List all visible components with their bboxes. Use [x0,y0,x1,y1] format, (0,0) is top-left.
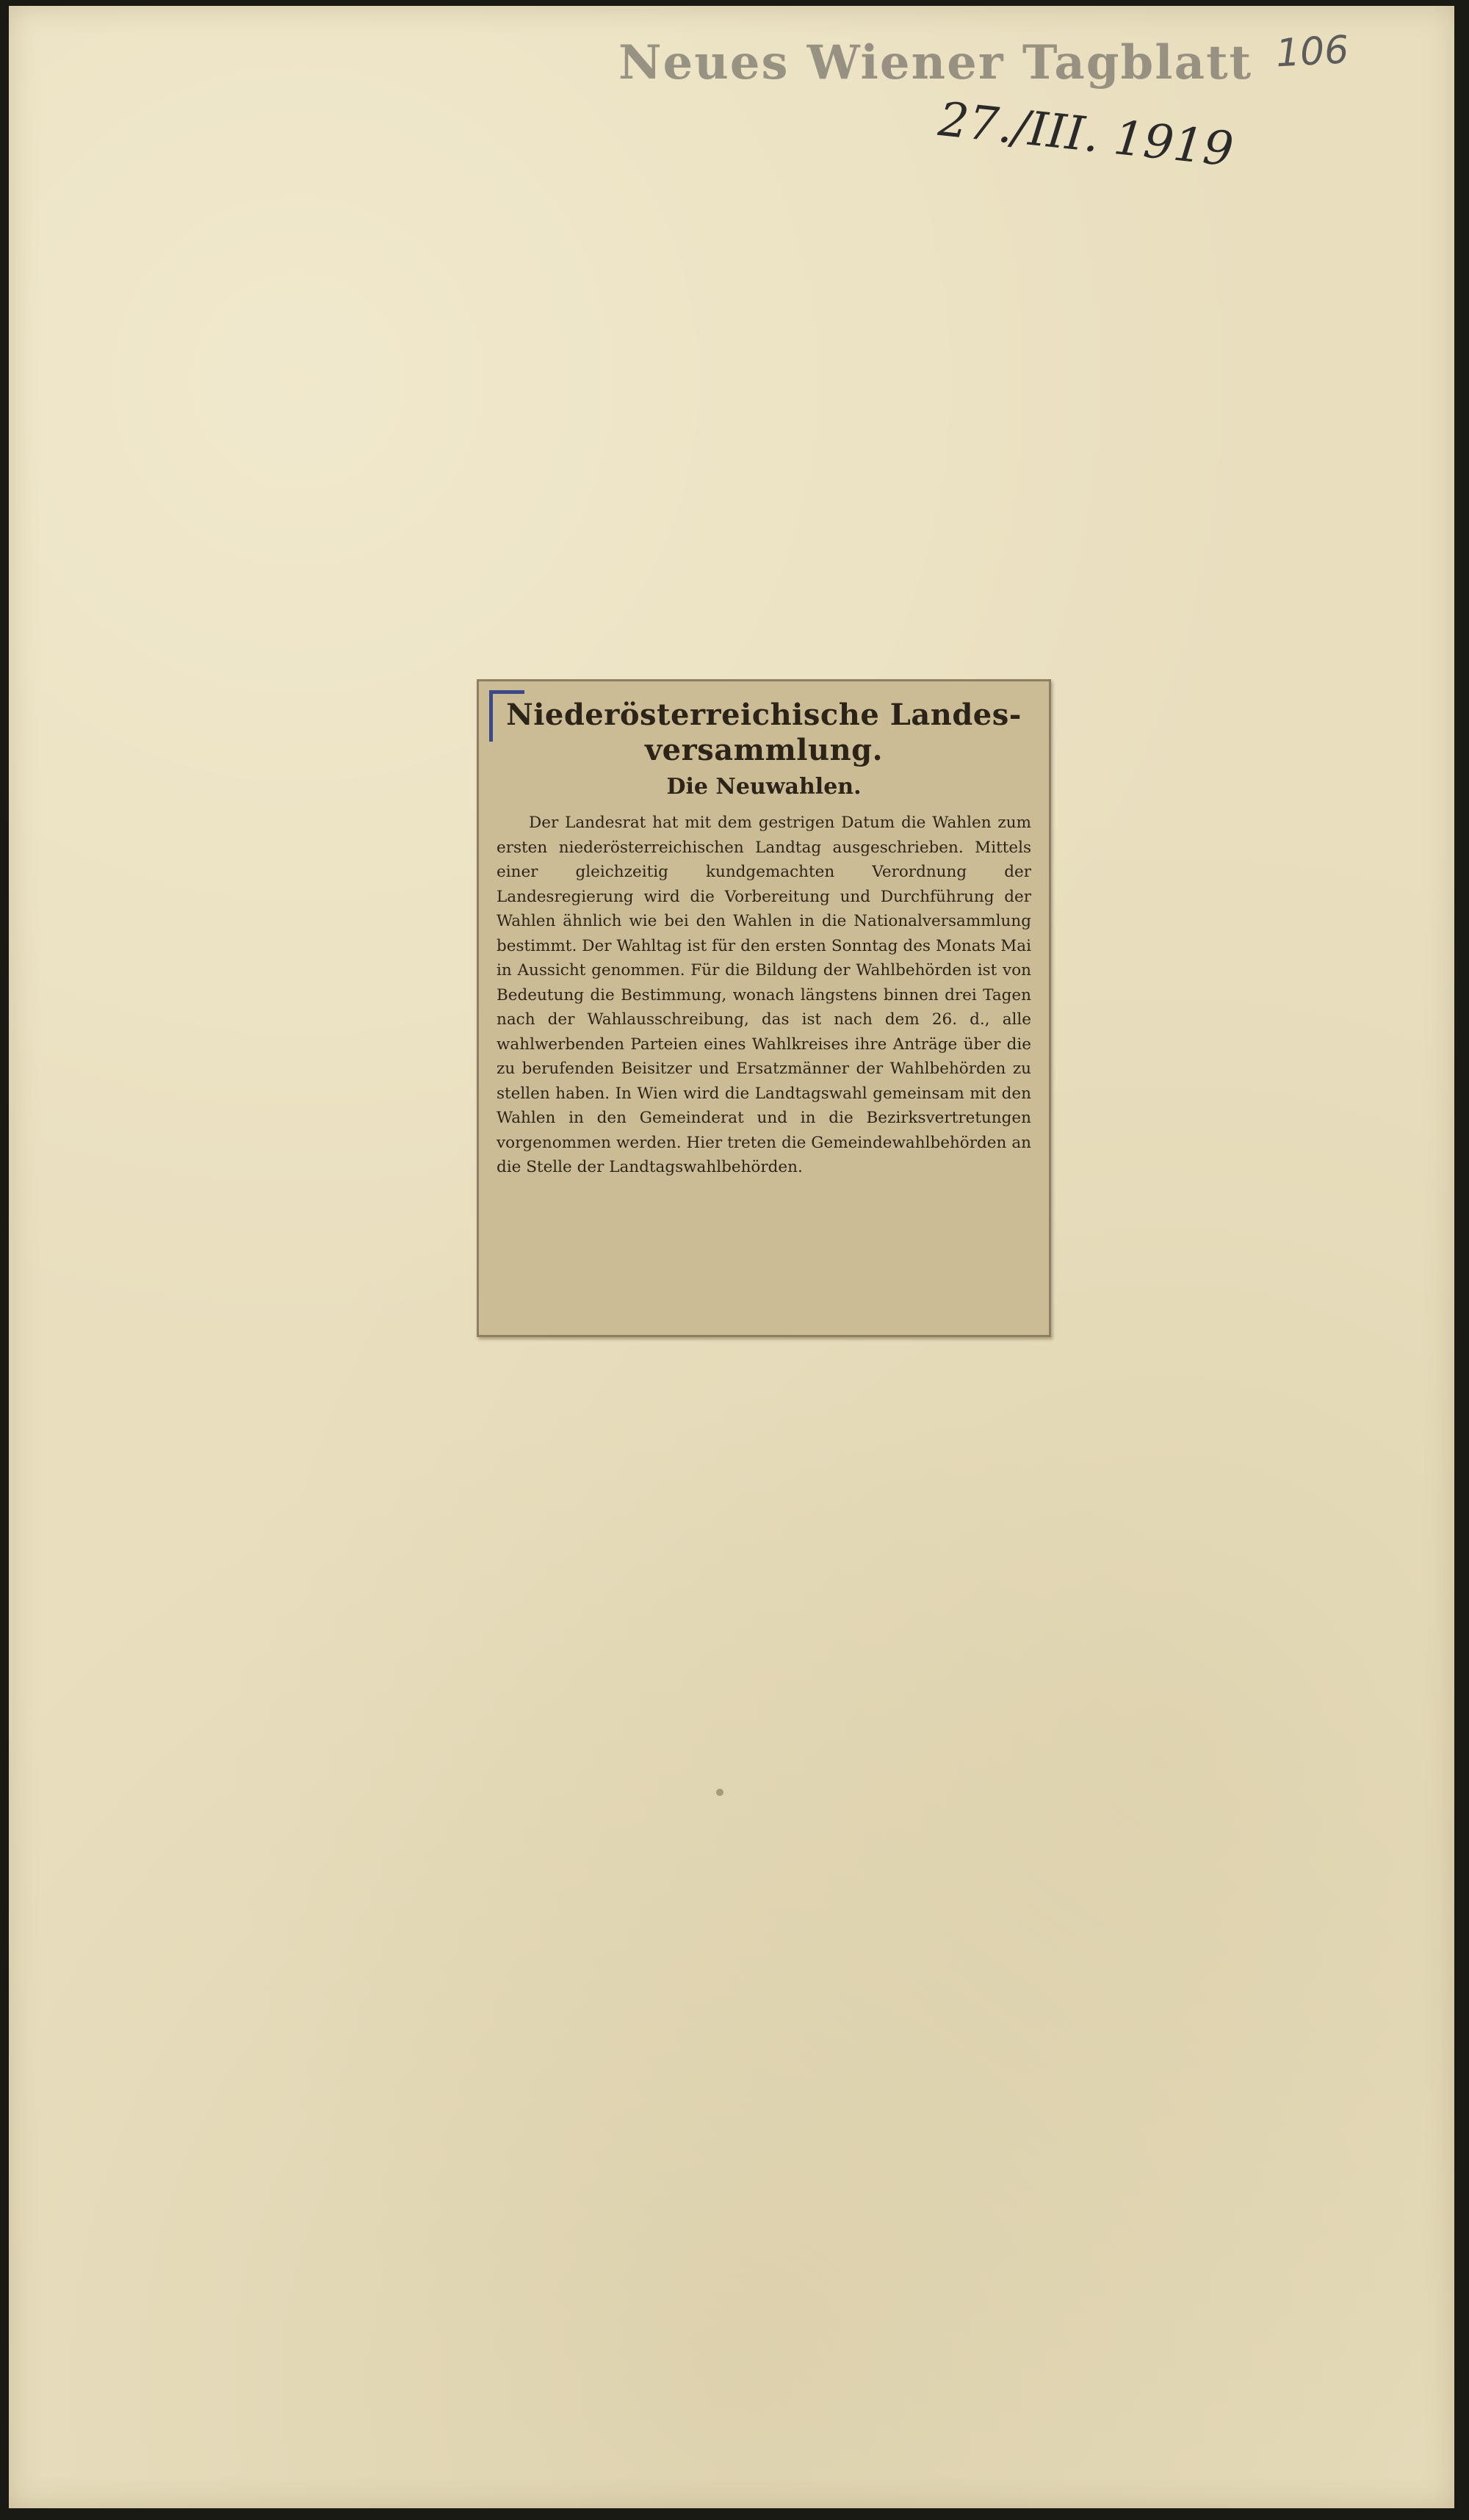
headline-line-1: Niederösterreichische Landes- [506,698,1022,732]
blue-pencil-mark [489,690,493,742]
newspaper-clipping [477,679,1051,1337]
blue-pencil-mark-top [489,690,524,694]
clipping-body-text: Der Landesrat hat mit dem gestrigen Datum die Wahlen zum ersten niederösterreichischen Landtag ausgeschrieben. Mittels einer gleichzeitig kundgemachten Verordnung der Landesregierung wird die Vorbereitung und Durchführung der Wahlen ähnlich wie bei den Wahlen in die Nationalversammlung bestimmt. Der Wahltag ist für den ersten Sonntag des Monats Mai in Aussicht genommen. Für die Bildung der Wahlbehörden ist von Bedeutung die Bestimmung, wonach längstens binnen drei Tagen nach der Wahlausschreibung, das ist nach dem 26. d., alle wahlwerbenden Parteien eines Wahlkreises ihre Anträge über die zu berufenden Beisitzer und Ersatzmänner der Wahlbehörden zu stellen haben. In Wien wird die Landtagswahl gemeinsam mit den Wahlen in den Gemeinderat und in die Bezirksvertretungen vorgenommen werden. Hier treten die Gemeindewahlbehörden an die Stelle der Landtagswahlbehörden. [497,814,1031,1176]
clipping-subheadline: Die Neuwahlen. [666,774,862,800]
clipping-headline [497,698,1031,768]
paper-speck [716,1789,723,1796]
handwritten-page-number: 106 [1274,28,1350,76]
archive-sheet [9,6,1454,2508]
newspaper-name-stamp: Neues Wiener Tagblatt [618,35,1253,90]
handwritten-date: 27./III. 1919 [936,93,1236,178]
headline-line-2: versammlung. [644,733,884,767]
